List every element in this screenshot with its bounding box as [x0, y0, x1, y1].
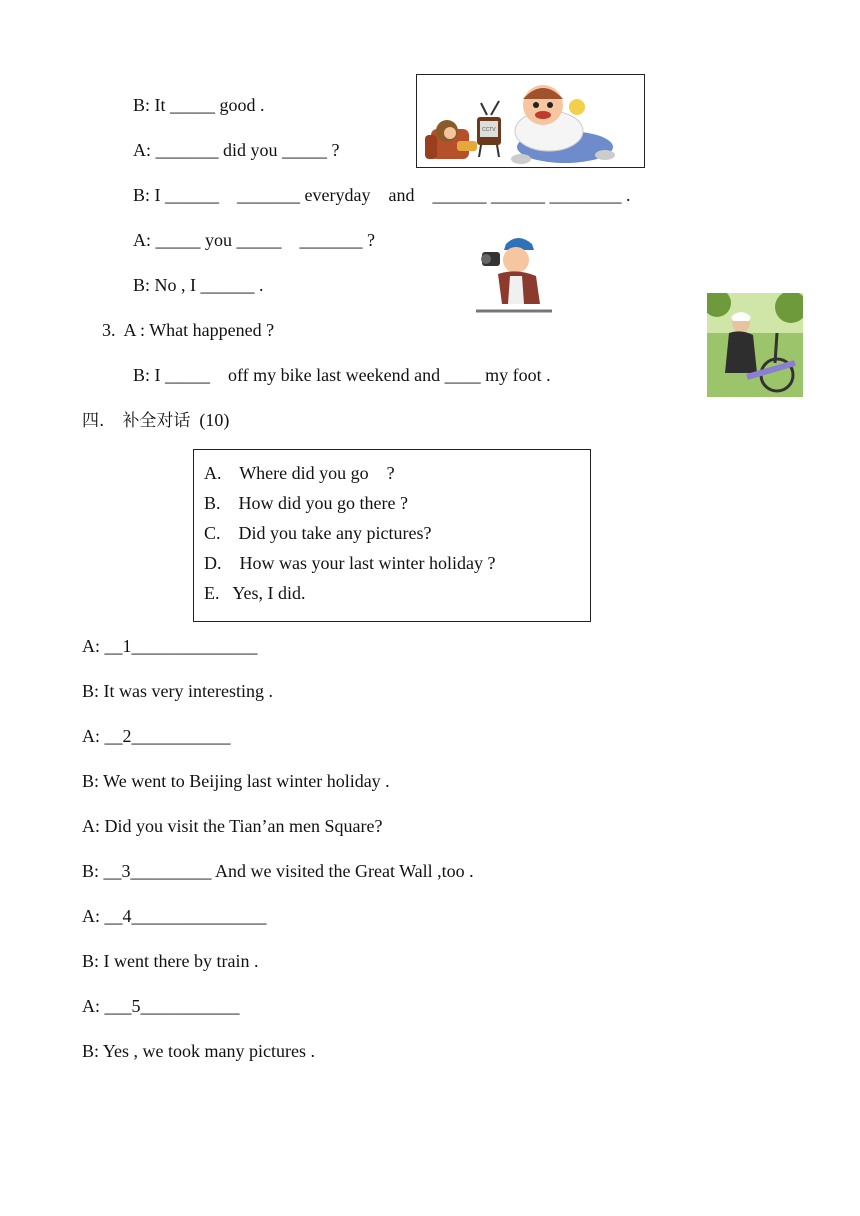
dialogue-4-line: B: We went to Beijing last winter holiday .: [82, 771, 390, 791]
option-text: How did you go there ?: [238, 493, 408, 513]
fell-off-bike-photo: [707, 293, 803, 397]
dialogue-4-line: A: Did you visit the Tian’an men Square?: [82, 816, 383, 836]
options-box: [193, 449, 591, 622]
dialogue-4-line: A: __1______________: [82, 636, 258, 656]
option-text: Where did you go ?: [239, 463, 395, 483]
tv-label: CCTV: [482, 127, 496, 133]
dialogue-4-line: B: __3_________ And we visited the Great Wall ,too .: [82, 861, 474, 881]
option-text: Yes, I did.: [232, 583, 306, 603]
option-letter: E.: [204, 583, 220, 603]
section-number: 四.: [82, 411, 105, 431]
dialogue-2-line-4: A: _____ you _____ _______ ?: [133, 230, 375, 250]
option-letter: A.: [204, 463, 222, 483]
option-text: How was your last winter holiday ?: [239, 553, 496, 573]
option-d: [204, 552, 495, 574]
option-a: [204, 462, 395, 484]
option-e: [204, 582, 306, 604]
dialogue-4-line: A: __2___________: [82, 726, 231, 746]
dialogue-4-line: A: ___5___________: [82, 996, 240, 1016]
dialogue-3-question: 3. A : What happened ?: [102, 320, 275, 340]
option-text: Did you take any pictures?: [238, 523, 432, 543]
option-letter: D.: [204, 553, 222, 573]
dialogue-2-line-3: B: I ______ _______ everyday and ______ ______ ________ .: [133, 185, 631, 205]
dialogue-2-line-1: B: It _____ good .: [133, 95, 265, 115]
option-letter: C.: [204, 523, 221, 543]
section-title: 补全对话: [122, 411, 191, 431]
option-b: [204, 492, 408, 514]
dialogue-2-line-2: A: _______ did you _____ ?: [133, 140, 340, 160]
section-score: (10): [199, 410, 230, 430]
tv-eating-illustration: [416, 74, 645, 168]
section-4-heading: [82, 409, 229, 432]
photographer-illustration: [476, 234, 552, 314]
dialogue-2-line-5: B: No , I ______ .: [133, 275, 264, 295]
dialogue-4-line: B: I went there by train .: [82, 951, 259, 971]
dialogue-3-answer: B: I _____ off my bike last weekend and ____ my foot .: [133, 365, 551, 385]
option-c: [204, 522, 431, 544]
dialogue-4-line: A: __4_______________: [82, 906, 267, 926]
dialogue-4-line: B: It was very interesting .: [82, 681, 273, 701]
dialogue-4-line: B: Yes , we took many pictures .: [82, 1041, 315, 1061]
option-letter: B.: [204, 493, 221, 513]
